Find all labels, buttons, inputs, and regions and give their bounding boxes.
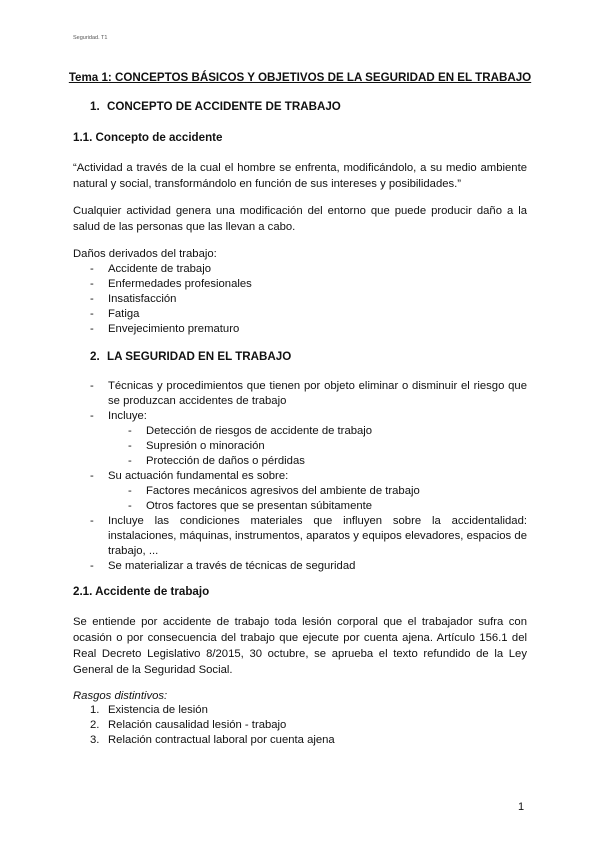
section-1-number: 1. xyxy=(90,100,100,113)
page-number: 1 xyxy=(518,801,525,813)
subsection-1-1-heading: 1.1. Concepto de accidente xyxy=(73,131,223,144)
list-item-text: Relación causalidad lesión - trabajo xyxy=(108,719,287,731)
running-header: Seguridad. T1 xyxy=(73,35,108,41)
incluye-sublist xyxy=(108,424,527,469)
list-item: - Fatiga xyxy=(90,307,527,322)
sub-list-item: - Otros factores que se presentan súbitamente xyxy=(128,499,527,514)
list-item-text: Su actuación fundamental es sobre: xyxy=(108,470,289,482)
list-number: 2. xyxy=(90,719,100,731)
accident-definition-paragraph: Se entiende por accidente de trabajo toda lesión corporal que el trabajador sufra con ocasión o por consecuencia del trabajo que ejecute por cuenta ajena. Artículo 156.1 del Real Decreto Legislativo 8/2015, 30 octubre, se aprueba el texto refundido de la Ley General de la Seguridad Social. xyxy=(73,616,527,676)
list-item-text: Relación contractual laboral por cuenta ajena xyxy=(108,734,335,746)
list-item xyxy=(90,733,527,748)
section-1-title: CONCEPTO DE ACCIDENTE DE TRABAJO xyxy=(107,100,341,113)
activity-paragraph: Cualquier actividad genera una modificación del entorno que puede producir daño a la salud de las personas que las llevan a cabo. xyxy=(73,205,527,233)
list-item: - Insatisfacción xyxy=(90,292,527,307)
list-item-text: Incluye las condiciones materiales que influyen sobre la accidentalidad: instalaciones, máquinas, instrumentos, aparatos y equipos elevadores, espacios de trabajo, ... xyxy=(108,515,527,557)
section-2-number: 2. xyxy=(90,350,100,363)
damages-intro: Daños derivados del trabajo: xyxy=(73,248,217,260)
rasgos-label: Rasgos distintivos: xyxy=(73,690,168,702)
list-item xyxy=(90,379,527,409)
rasgos-list xyxy=(90,703,527,748)
sub-list-item: - Factores mecánicos agresivos del ambiente de trabajo xyxy=(128,484,527,499)
list-number: 1. xyxy=(90,704,100,716)
list-item: - Accidente de trabajo xyxy=(90,262,527,277)
list-item xyxy=(90,559,527,574)
list-item-text: Existencia de lesión xyxy=(108,704,208,716)
list-item xyxy=(90,703,527,718)
section-2-heading xyxy=(90,350,291,363)
list-number: 3. xyxy=(90,734,100,746)
damages-list xyxy=(90,262,527,337)
sub-list-item: - Supresión o minoración xyxy=(128,439,527,454)
list-item: - Enfermedades profesionales xyxy=(90,277,527,292)
subsection-2-1-heading: 2.1. Accidente de trabajo xyxy=(73,585,210,598)
actuacion-sublist xyxy=(108,484,527,514)
list-item: - Envejecimiento prematuro xyxy=(90,322,527,337)
list-item xyxy=(90,409,527,469)
quote-paragraph: “Actividad a través de la cual el hombre se enfrenta, modificándolo, a su medio ambiente natural y social, transformándolo en función de sus intereses y posibilidades.” xyxy=(73,162,527,190)
security-list xyxy=(90,379,527,574)
document-title: Tema 1: CONCEPTOS BÁSICOS Y OBJETIVOS DE LA SEGURIDAD EN EL TRABAJO xyxy=(68,71,532,84)
sub-list-item: - Detección de riesgos de accidente de trabajo xyxy=(128,424,527,439)
list-item-text: Técnicas y procedimientos que tienen por objeto eliminar o disminuir el riesgo que se produzcan accidentes de trabajo xyxy=(108,380,527,407)
sub-list-item: - Protección de daños o pérdidas xyxy=(128,454,527,469)
list-item xyxy=(90,514,527,559)
section-2-title: LA SEGURIDAD EN EL TRABAJO xyxy=(107,350,292,363)
section-1-heading xyxy=(90,100,341,113)
list-item-text: Incluye: xyxy=(108,410,147,422)
list-item-text: Se materializar a través de técnicas de seguridad xyxy=(108,560,356,572)
list-item xyxy=(90,718,527,733)
list-item xyxy=(90,469,527,514)
